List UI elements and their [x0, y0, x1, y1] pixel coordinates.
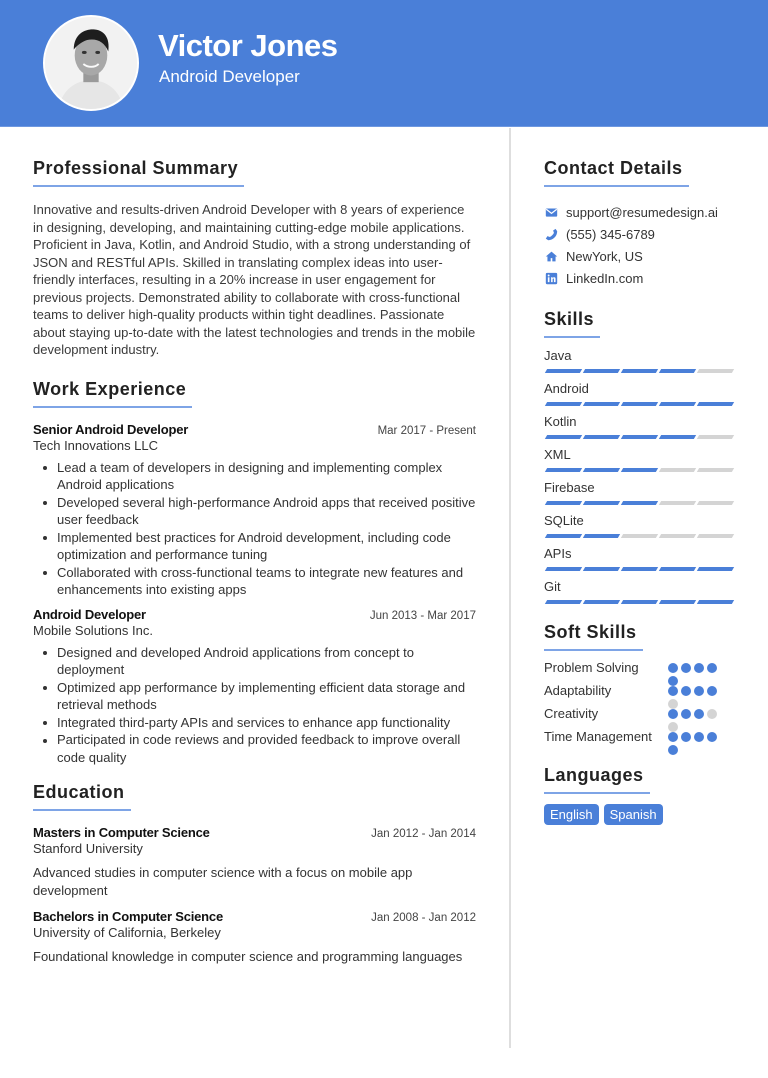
rating-dot — [694, 663, 704, 673]
school-name: Stanford University — [33, 841, 143, 856]
soft-skill-name: Creativity — [544, 706, 599, 721]
rating-dot — [707, 663, 717, 673]
education-dates: Jan 2012 - Jan 2014 — [371, 828, 476, 840]
soft-skill-rating — [668, 705, 720, 728]
skill-level-segment — [621, 369, 658, 373]
skill-item — [544, 379, 744, 406]
skill-level-segment — [659, 402, 696, 406]
skill-level-segment — [659, 369, 696, 373]
skill-level-segment — [697, 369, 734, 373]
skill-level-segment — [545, 600, 582, 604]
skill-name: XML — [544, 447, 571, 462]
soft-skill-name: Problem Solving — [544, 660, 639, 675]
soft-skill-name: Adaptability — [544, 683, 612, 698]
education-dates: Jan 2008 - Jan 2012 — [371, 912, 476, 924]
contact-location-text: NewYork, US — [566, 248, 643, 264]
degree-name: Bachelors in Computer Science — [33, 909, 223, 924]
resume-header — [0, 0, 768, 127]
job-entry — [33, 422, 476, 599]
job-bullet: Lead a team of developers in designing and implementing complex Android applications — [33, 459, 476, 494]
rating-dot — [668, 709, 678, 719]
job-bullet: Participated in code reviews and provided feedback to improve overall code quality — [33, 731, 476, 766]
contact-linkedin[interactable] — [544, 267, 744, 289]
contact-location — [544, 245, 744, 267]
rating-dot — [668, 686, 678, 696]
skill-level-segment — [697, 567, 734, 571]
soft-skill-item — [544, 705, 744, 728]
skill-item — [544, 346, 744, 373]
rating-dot — [668, 745, 678, 755]
rating-dot — [668, 732, 678, 742]
skill-level-segment — [583, 468, 620, 472]
work-experience-section — [33, 379, 476, 767]
job-dates: Jun 2013 - Mar 2017 — [369, 609, 476, 622]
skill-level-segment — [659, 501, 696, 505]
job-bullet: Integrated third-party APIs and services to enhance app functionality — [33, 714, 476, 732]
section-title: Languages — [544, 765, 650, 794]
profile-photo-image — [45, 17, 137, 109]
skill-level-segment — [697, 600, 734, 604]
skill-level-bar — [544, 600, 744, 604]
rating-dot — [694, 686, 704, 696]
section-title: Soft Skills — [544, 622, 643, 651]
skill-item — [544, 577, 744, 604]
professional-summary-section — [33, 158, 476, 359]
contact-email-text: support@resumedesign.ai — [566, 204, 718, 220]
skill-name: Kotlin — [544, 414, 577, 429]
sidebar-column — [544, 158, 744, 825]
school-name: University of California, Berkeley — [33, 925, 221, 940]
skill-level-segment — [659, 567, 696, 571]
candidate-title: Android Developer — [159, 67, 300, 86]
skills-section — [544, 309, 744, 604]
linkedin-icon — [544, 271, 558, 285]
skill-level-segment — [659, 435, 696, 439]
skill-level-segment — [583, 567, 620, 571]
soft-skill-item — [544, 659, 744, 682]
degree-name: Masters in Computer Science — [33, 825, 210, 840]
skill-level-segment — [583, 369, 620, 373]
skill-level-bar — [544, 534, 744, 538]
skill-item — [544, 412, 744, 439]
skill-level-segment — [583, 600, 620, 604]
soft-skill-item — [544, 728, 744, 751]
skill-level-segment — [659, 468, 696, 472]
skill-name: APIs — [544, 546, 572, 561]
soft-skill-item — [544, 682, 744, 705]
skill-level-segment — [659, 534, 696, 538]
contact-phone-text: (555) 345-6789 — [566, 226, 655, 242]
skill-item — [544, 511, 744, 538]
skill-level-segment — [621, 534, 658, 538]
skill-name: Android — [544, 381, 589, 396]
job-company: Mobile Solutions Inc. — [33, 622, 153, 638]
contact-linkedin-text: LinkedIn.com — [566, 270, 644, 286]
education-section — [33, 782, 476, 966]
rating-dot — [681, 686, 691, 696]
summary-text: Innovative and results-driven Android Developer with 8 years of experience in designing, developing, and maintaining cutting-edge mobile applications. Proficient in Java, Kotlin, and Android Studio, with a strong understanding of JSON and RESTful APIs. Skilled in translating complex ideas into user-friendly interfaces, resulting in a 20% increase in user engagement for previous projects. Demonstrated ability to collaborate with cross-functional teams to deliver high-quality products within tight deadlines. Passionate about staying up-to-date with the latest technologies and trends in the mobile development industry. — [33, 202, 476, 357]
phone-icon — [544, 227, 558, 241]
skill-level-segment — [545, 468, 582, 472]
language-badge: English — [544, 804, 599, 825]
skill-level-bar — [544, 402, 744, 406]
section-title: Professional Summary — [33, 158, 244, 187]
education-description: Foundational knowledge in computer science and programming languages — [33, 949, 463, 964]
skill-name: SQLite — [544, 513, 584, 528]
language-badge: Spanish — [604, 804, 663, 825]
skill-name: Java — [544, 348, 572, 363]
home-icon — [544, 249, 558, 263]
skill-level-segment — [545, 369, 582, 373]
section-title: Skills — [544, 309, 600, 338]
skill-item — [544, 445, 744, 472]
job-bullet: Optimized app performance by implementing efficient data storage and retrieval methods — [33, 679, 476, 714]
job-role: Senior Android Developer — [33, 421, 189, 437]
rating-dot — [707, 709, 717, 719]
envelope-icon — [544, 205, 558, 219]
job-bullet: Collaborated with cross-functional teams to integrate new features and enhancements into existing apps — [33, 564, 476, 599]
skill-level-bar — [544, 369, 744, 373]
column-divider — [509, 128, 511, 1048]
skill-level-bar — [544, 567, 744, 571]
rating-dot — [668, 663, 678, 673]
contact-email[interactable] — [544, 201, 744, 223]
soft-skills-section — [544, 622, 744, 751]
rating-dot — [707, 686, 717, 696]
soft-skill-name: Time Management — [544, 729, 652, 744]
section-title: Contact Details — [544, 158, 689, 187]
skill-level-segment — [621, 402, 658, 406]
skill-level-segment — [697, 501, 734, 505]
languages-section — [544, 765, 744, 825]
skill-level-segment — [545, 435, 582, 439]
main-column — [33, 158, 476, 976]
soft-skill-rating — [668, 728, 720, 751]
candidate-name: Victor Jones — [158, 28, 338, 63]
education-description: Advanced studies in computer science with a focus on mobile app development — [33, 865, 413, 898]
skill-level-segment — [545, 402, 582, 406]
job-bullets — [33, 459, 476, 599]
profile-photo — [43, 15, 139, 111]
rating-dot — [707, 732, 717, 742]
languages-list — [544, 804, 744, 825]
rating-dot — [694, 732, 704, 742]
skill-level-segment — [583, 534, 620, 538]
contact-details-section — [544, 158, 744, 289]
skill-level-segment — [583, 435, 620, 439]
soft-skills-list — [544, 659, 744, 751]
skill-level-segment — [545, 501, 582, 505]
skill-level-bar — [544, 501, 744, 505]
skill-level-segment — [583, 402, 620, 406]
rating-dot — [681, 663, 691, 673]
rating-dot — [681, 709, 691, 719]
skill-level-segment — [621, 600, 658, 604]
skill-level-segment — [697, 435, 734, 439]
skill-level-segment — [583, 501, 620, 505]
job-bullet: Designed and developed Android applications from concept to deployment — [33, 644, 476, 679]
skill-level-segment — [697, 468, 734, 472]
skill-level-segment — [545, 534, 582, 538]
job-bullet: Implemented best practices for Android development, including code optimization and performance tuning — [33, 529, 476, 564]
skill-item — [544, 544, 744, 571]
skill-level-segment — [697, 402, 734, 406]
soft-skill-rating — [668, 659, 720, 682]
education-entry — [33, 909, 476, 966]
rating-dot — [681, 732, 691, 742]
skill-level-segment — [621, 567, 658, 571]
job-bullet: Developed several high-performance Android apps that received positive user feedback — [33, 494, 476, 529]
rating-dot — [694, 709, 704, 719]
contact-phone[interactable] — [544, 223, 744, 245]
skill-level-segment — [621, 468, 658, 472]
job-dates: Mar 2017 - Present — [377, 424, 476, 437]
job-company: Tech Innovations LLC — [33, 437, 159, 453]
skill-level-bar — [544, 468, 744, 472]
skills-list — [544, 346, 744, 604]
education-entry — [33, 825, 476, 899]
skill-name: Git — [544, 579, 561, 594]
section-title: Education — [33, 782, 131, 811]
section-title: Work Experience — [33, 379, 192, 408]
skill-name: Firebase — [544, 480, 595, 495]
skill-level-bar — [544, 435, 744, 439]
job-entry — [33, 607, 476, 767]
soft-skill-rating — [668, 682, 720, 705]
job-role: Android Developer — [33, 606, 146, 622]
skill-level-segment — [659, 600, 696, 604]
job-bullets — [33, 644, 476, 767]
skill-item — [544, 478, 744, 505]
skill-level-segment — [621, 501, 658, 505]
skill-level-segment — [621, 435, 658, 439]
skill-level-segment — [545, 567, 582, 571]
skill-level-segment — [697, 534, 734, 538]
